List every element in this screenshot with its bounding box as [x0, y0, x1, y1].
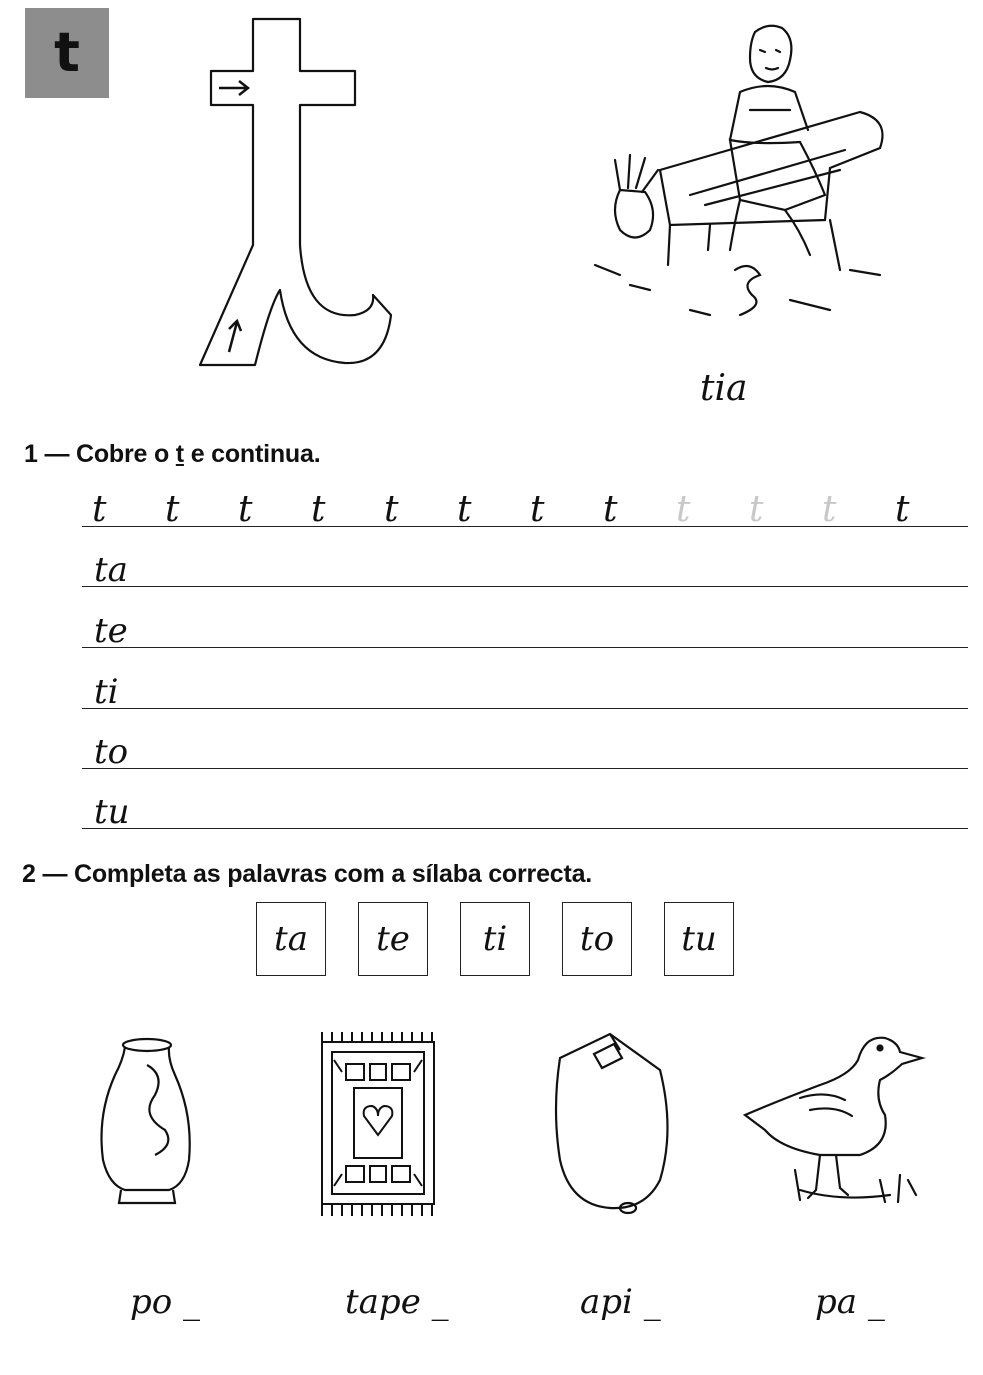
- trace-t-faint: t: [749, 489, 764, 530]
- trace-t: t: [384, 489, 399, 530]
- pot-illustration: [95, 1035, 195, 1210]
- trace-t: t: [92, 489, 107, 530]
- trace-t: t: [603, 489, 618, 530]
- syllable-ta: ta: [94, 550, 128, 590]
- exercise-1-number: 1 —: [24, 440, 70, 468]
- rug-illustration: [312, 1030, 447, 1220]
- exercise-1-heading: [24, 440, 320, 469]
- trace-t: t: [457, 489, 472, 530]
- writing-line-te[interactable]: [82, 591, 968, 651]
- trace-t: t: [895, 489, 910, 530]
- word-pa-blank[interactable]: pa _: [815, 1282, 885, 1322]
- tracing-line-t[interactable]: [82, 470, 968, 530]
- exercise-2-text: Completa as palavras com a sílaba correcta.: [74, 860, 593, 888]
- syllable-ti: ti: [94, 672, 119, 712]
- trace-t-faint: t: [822, 489, 837, 530]
- word-api-blank[interactable]: api _: [580, 1282, 661, 1322]
- letter-badge: [25, 8, 109, 98]
- syllable-te: te: [94, 611, 128, 651]
- writing-line-tu[interactable]: [82, 772, 968, 832]
- word-po-blank[interactable]: po _: [130, 1282, 201, 1322]
- exercise-1-letter: t: [175, 440, 184, 468]
- syllable-box-tu: tu: [664, 902, 734, 976]
- syllable-to: to: [94, 732, 129, 772]
- letter-t-outline-illustration: [195, 15, 400, 375]
- trace-t: t: [165, 489, 180, 530]
- writing-line-ti[interactable]: [82, 652, 968, 712]
- exercise-2-number: 2 —: [22, 860, 68, 888]
- syllable-tu: tu: [94, 792, 130, 832]
- exercise-1-text-before: Cobre o: [76, 440, 170, 468]
- whistle-illustration: [550, 1030, 675, 1220]
- trace-t: t: [311, 489, 326, 530]
- trace-t: t: [530, 489, 545, 530]
- syllable-box-te: te: [358, 902, 428, 976]
- trace-t-faint: t: [676, 489, 691, 530]
- writing-line-ta[interactable]: [82, 530, 968, 590]
- syllable-box-ti: ti: [460, 902, 530, 976]
- syllable-box-ta: ta: [256, 902, 326, 976]
- writing-line-to[interactable]: [82, 712, 968, 772]
- duck-illustration: [740, 1030, 930, 1220]
- trace-t: t: [238, 489, 253, 530]
- woman-on-bench-illustration: [590, 20, 900, 350]
- letter-badge-text: t: [54, 21, 80, 84]
- syllable-box-to: to: [562, 902, 632, 976]
- word-tape-blank[interactable]: tape _: [345, 1282, 449, 1322]
- caption-word: tia: [700, 368, 748, 409]
- exercise-1-text-after: e continua.: [190, 440, 321, 468]
- exercise-2-heading: [22, 860, 592, 889]
